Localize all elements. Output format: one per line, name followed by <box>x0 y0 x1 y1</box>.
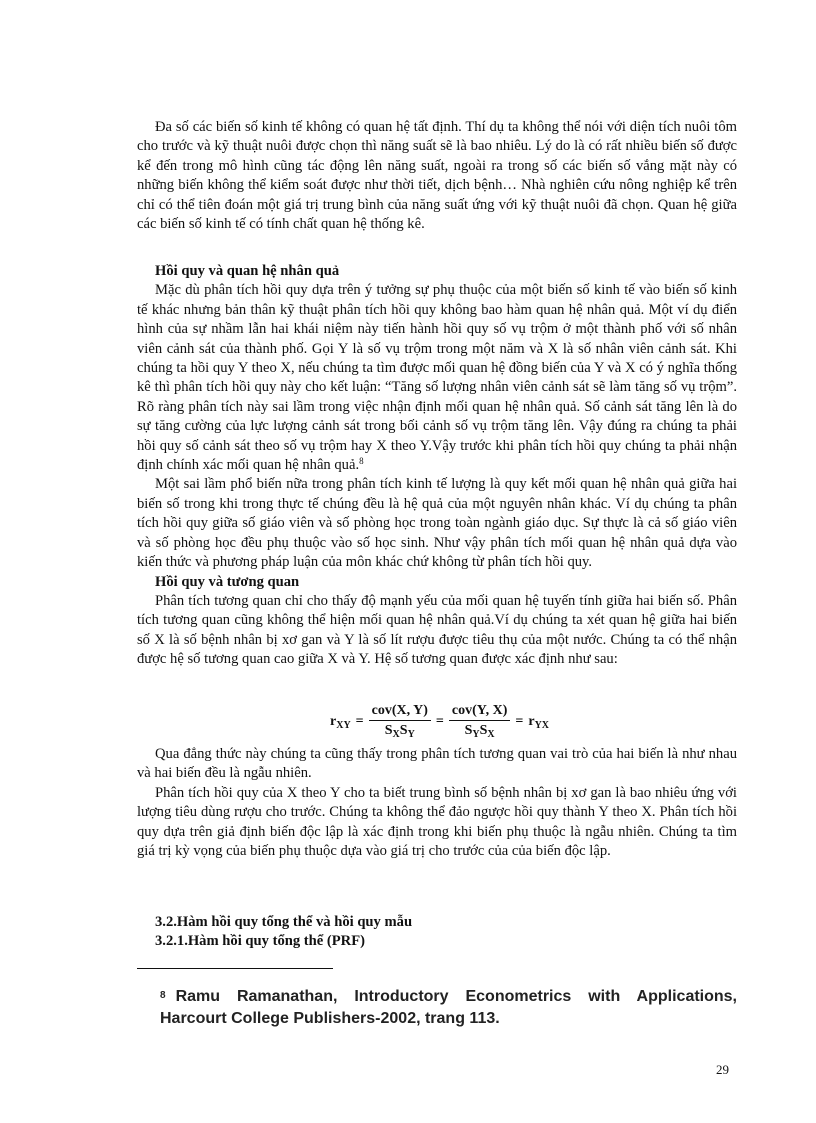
page-number: 29 <box>716 1062 729 1077</box>
footnote <box>160 985 737 1030</box>
footnote-reference: 8 <box>359 456 364 467</box>
causality-paragraph-1-text: Mặc dù phân tích hồi quy dựa trên ý tưởng sự phụ thuộc của một biến số kinh tế vào biến số kinh tế khác nhưng bản thân kỹ thuật phân tích hồi quy không bao hàm quan hệ nhân quả. Một ví dụ điển hình của sự nhầm lẫn hai khái niệm này tiến hành hồi quy số vụ trộm ở một thành phố với số nhân viên cảnh sát của thành phố. Gọi Y là số vụ trộm trong một năm và X là số nhân viên cảnh sát. Khi chúng ta hồi quy Y theo X, nếu chúng ta tìm được mối quan hệ đồng biến của Y và X có ý nghĩa thống kê thì phân tích hồi quy này cho kết luận: “Tăng số lượng nhân viên cảnh sát sẽ làm tăng số vụ trộm”. Rõ ràng phân tích này sai lầm trong việc nhận định mối quan hệ nhân quả. Số cảnh sát tăng lên là do sự tăng cường của lực lượng cảnh sát trong bối cảnh số vụ trộm tăng lên. Vậy đúng ra chúng ta phải hồi quy số cảnh sát theo số vụ trộm hay X theo Y.Vậy trước khi phân tích hồi quy chúng ta phải nhận định chính xác mối quan hệ nhân quả. <box>137 282 737 474</box>
fraction-1-denominator: $S_XS_Y$ <box>384 722 415 740</box>
footnote-separator <box>137 968 333 969</box>
footnote-mark: 8 <box>160 990 166 1001</box>
fraction-2-numerator: cov(Y, X) <box>449 702 510 721</box>
fraction-2-denominator: $S_YS_X$ <box>464 722 495 740</box>
correlation-paragraph-2: Qua đẳng thức này chúng ta cũng thấy trong phân tích tương quan vai trò của hai biến là như nhau và hai biến đều là ngẫu nhiên. <box>137 746 737 782</box>
causality-paragraph-1 <box>137 281 737 475</box>
section-3-2-1-heading: 3.2.1.Hàm hồi quy tổng thể (PRF) <box>155 933 365 950</box>
intro-paragraph: Đa số các biến số kinh tế không có quan hệ tất định. Thí dụ ta không thể nói với diện tích nuôi tôm cho trước và kỹ thuật nuôi được chọn thì năng suất sẽ là bao nhiêu. Lý do là có rất nhiều biến số được kể đến trong mô hình cũng tác động lên năng suất, ngoài ra trong số các biến số vắng mặt này có những biến không thể kiểm soát được như thời tiết, dịch bệnh… Nhà nghiên cứu nông nghiệp kể trên chỉ có thể tiên đoán một giá trị trung bình của năng suất ứng với kỹ thuật nuôi đã chọn. Quan hệ giữa các biến số kinh tế có tính chất quan hệ thống kê. <box>137 119 737 233</box>
formula-equals-3: = <box>515 714 524 729</box>
correlation-continued <box>137 745 737 861</box>
formula-equals-1: = <box>355 714 364 729</box>
intro-block <box>137 118 737 234</box>
section-3-2 <box>137 913 737 952</box>
causality-heading: Hồi quy và quan hệ nhân quả <box>155 263 340 279</box>
correlation-heading: Hồi quy và tương quan <box>155 573 300 590</box>
formula-lhs: $r_{XY}$ <box>330 713 351 731</box>
correlation-paragraph-1: Phân tích tương quan chỉ cho thấy độ mạnh yếu của mối quan hệ tuyến tính giữa hai biến số. Phân tích tương quan cũng không thể hiện mối quan hệ nhân quả.Ví dụ chúng ta xét quan hệ giữa hai biến số X là số bệnh nhân bị xơ gan và Y là số lít rượu được tiêu thụ của một nước. Chúng ta có thể nhận được hệ số tương quan cao giữa X và Y. Hệ số tương quan được xác định như sau: <box>137 592 737 668</box>
footnote-text: Ramu Ramanathan, Introductory Econometrics with Applications, Harcourt College Publishers-2002, trang 113. <box>160 988 737 1027</box>
causality-section <box>137 262 737 670</box>
correlation-paragraph-3: Phân tích hồi quy của X theo Y cho ta biết trung bình số bệnh nhân bị xơ gan là bao nhiêu ứng với lượng tiêu dùng rượu cho trước. Chúng ta không thể đảo ngược hồi quy thành Y theo X. Phân tích hồi quy dựa trên giả định biến độc lập là xác định trong khi biến phụ thuộc là ngẫu nhiên. Chúng ta tìm giá trị kỳ vọng của biến phụ thuộc dựa vào giá trị cho trước của của biến độc lập. <box>137 784 737 860</box>
fraction-1-numerator: cov(X, Y) <box>369 702 431 721</box>
formula-equals-2: = <box>435 714 444 729</box>
causality-paragraph-2: Một sai lầm phổ biến nữa trong phân tích kinh tế lượng là quy kết mối quan hệ nhân quả giữa hai biến số trong khi trong thực tế chúng đều là hệ quả của một nguyên nhân khác. Ví dụ chúng ta phân tích hồi quy giữa số giáo viên và số phòng học trong toàn ngành giáo dục. Sự thực là cả số giáo viên và số phòng học đều phụ thuộc vào số học sinh. Như vậy phân tích mối quan hệ nhân quả dựa vào kiến thức và phương pháp luận của môn khác chứ không từ phân tích hồi quy. <box>137 476 737 571</box>
correlation-formula <box>330 702 549 742</box>
formula-rhs: $r_{YX}$ <box>528 713 550 731</box>
formula-fraction-2 <box>449 702 510 743</box>
section-3-2-heading: 3.2.Hàm hồi quy tổng thể và hồi quy mẫu <box>155 914 413 930</box>
formula-fraction-1 <box>369 702 431 743</box>
